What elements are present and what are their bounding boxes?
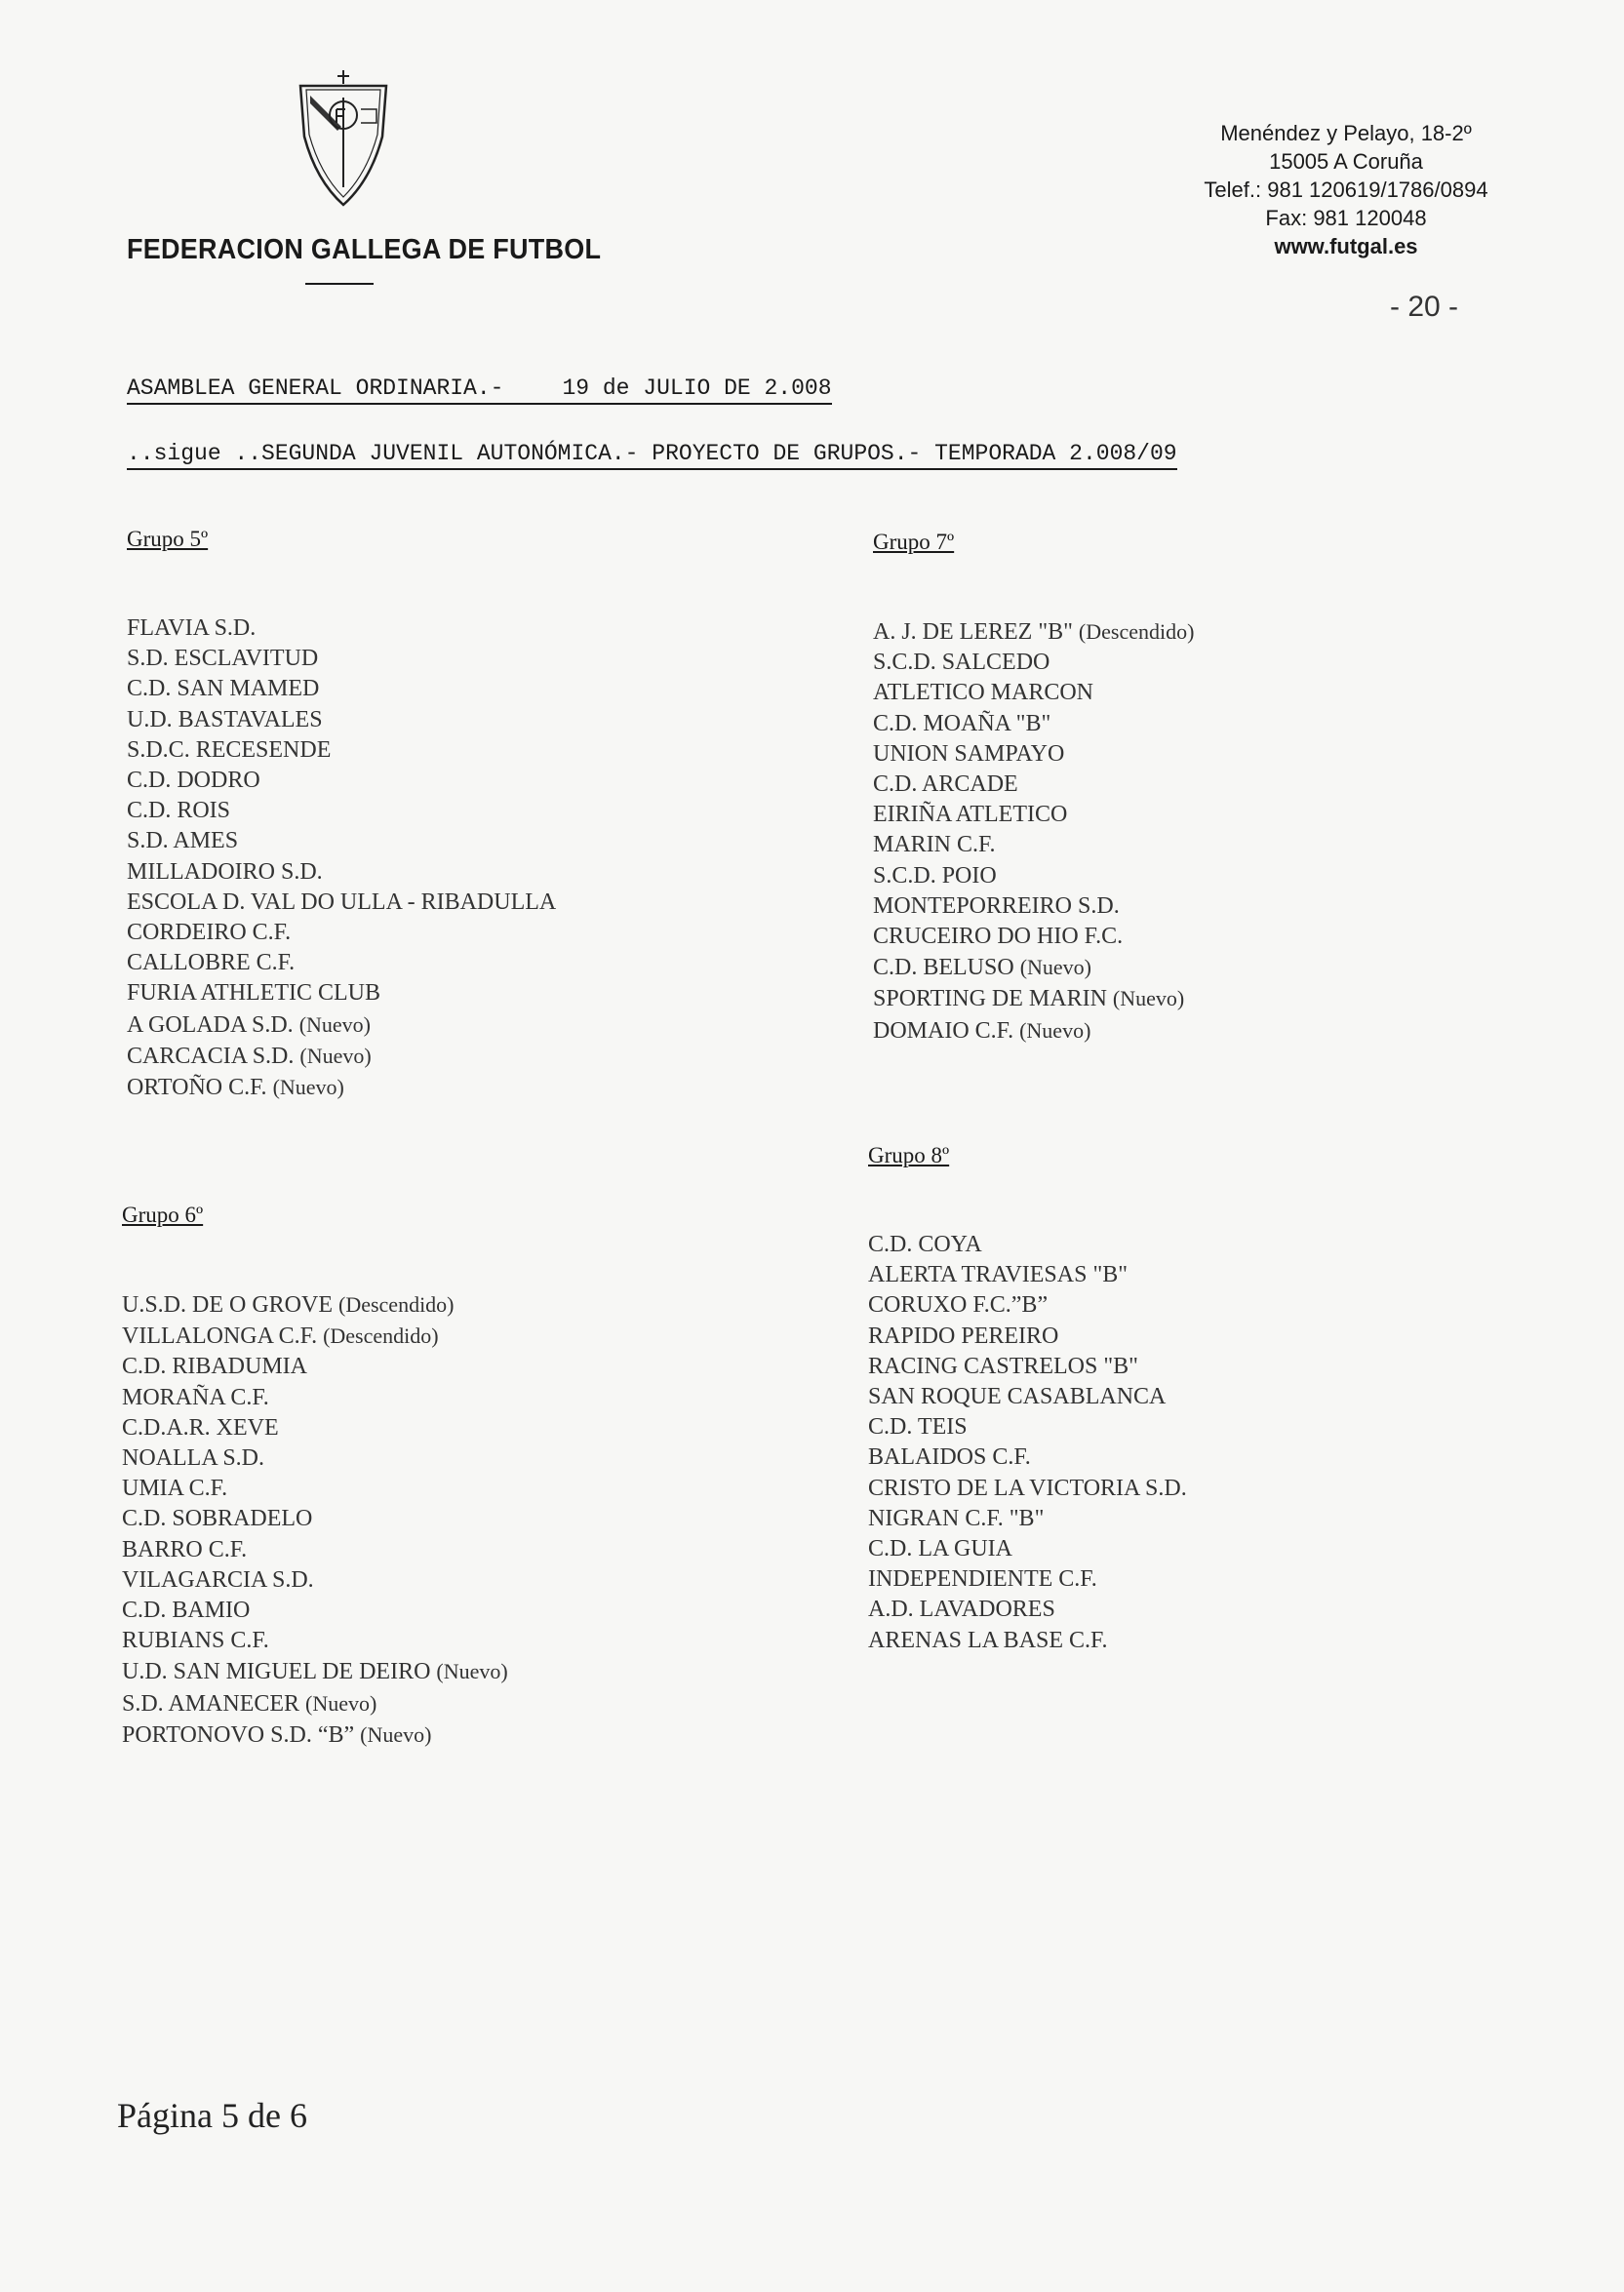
team-item	[868, 1534, 1187, 1564]
group-title: Grupo 5º	[127, 527, 209, 551]
team-item	[122, 1289, 508, 1321]
team-item	[873, 1015, 1194, 1047]
group-8	[868, 1143, 1187, 1656]
team-item	[127, 978, 556, 1008]
address-line: 15005 A Coruña	[1269, 149, 1423, 174]
team-name: CORUXO F.C.”B”	[868, 1292, 1049, 1319]
team-list	[122, 1289, 508, 1751]
team-name: RAPIDO PEREIRO	[868, 1323, 1059, 1349]
team-item	[873, 830, 1194, 860]
team-item	[122, 1474, 508, 1504]
team-name: NOALLA S.D.	[122, 1445, 265, 1472]
group-title: Grupo 8º	[868, 1143, 950, 1167]
team-name: CRUCEIRO DO HIO F.C.	[873, 924, 1124, 950]
team-name: C.D. LA GUIA	[868, 1536, 1012, 1562]
team-item	[127, 1041, 556, 1072]
team-item	[868, 1564, 1187, 1595]
team-name: MARIN C.F.	[873, 832, 996, 858]
team-item	[868, 1290, 1187, 1321]
team-item	[873, 800, 1194, 830]
team-status-note: (Descendido)	[1078, 619, 1195, 644]
team-name: MORAÑA C.F.	[122, 1384, 269, 1410]
team-item	[873, 616, 1194, 648]
team-name: UMIA C.F.	[122, 1476, 228, 1502]
team-name: S.C.D. POIO	[873, 862, 997, 889]
team-name: BARRO C.F.	[122, 1536, 248, 1562]
org-name-underline	[305, 283, 374, 285]
assembly-heading	[127, 375, 832, 405]
team-name: S.D. AMANECER	[122, 1690, 300, 1717]
team-item	[868, 1412, 1187, 1442]
team-item	[122, 1535, 508, 1565]
team-name: ESCOLA D. VAL DO ULLA - RIBADULLA	[127, 889, 557, 915]
group-6	[122, 1203, 508, 1751]
team-name: NIGRAN C.F. "B"	[868, 1505, 1045, 1531]
team-name: U.S.D. DE O GROVE	[122, 1292, 333, 1318]
team-item	[873, 709, 1194, 739]
team-item	[127, 918, 556, 948]
document-subtitle: ..sigue ..SEGUNDA JUVENIL AUTONÓMICA.- PROYECTO DE GRUPOS.- TEMPORADA 2.008/09	[127, 441, 1177, 470]
team-item	[122, 1413, 508, 1443]
team-item	[873, 952, 1194, 983]
team-name: C.D. MOAÑA "B"	[873, 710, 1051, 736]
team-name: C.D. RIBADUMIA	[122, 1354, 308, 1380]
team-name: CALLOBRE C.F.	[127, 950, 296, 976]
team-name: MONTEPORREIRO S.D.	[873, 892, 1120, 919]
group-title: Grupo 7º	[873, 530, 955, 554]
team-status-note: (Nuevo)	[1019, 1017, 1091, 1043]
team-name: PORTONOVO S.D. “B”	[122, 1721, 355, 1748]
team-status-note: (Nuevo)	[299, 1043, 372, 1068]
team-name: VILLALONGA C.F.	[122, 1324, 318, 1350]
team-name: ALERTA TRAVIESAS "B"	[868, 1262, 1129, 1288]
team-name: C.D. TEIS	[868, 1414, 968, 1441]
team-name: CARCACIA S.D.	[127, 1043, 295, 1069]
team-item	[127, 735, 556, 766]
team-item	[873, 739, 1194, 770]
team-name: UNION SAMPAYO	[873, 740, 1065, 767]
team-item	[122, 1596, 508, 1626]
team-name: C.D. DODRO	[127, 768, 260, 794]
team-item	[127, 796, 556, 826]
team-list	[868, 1230, 1187, 1656]
team-name: FLAVIA S.D.	[127, 615, 257, 641]
team-status-note: (Nuevo)	[436, 1659, 508, 1684]
federation-crest-logo	[293, 68, 395, 210]
team-item	[127, 705, 556, 735]
team-item	[122, 1383, 508, 1413]
team-name: C.D. BAMIO	[122, 1598, 251, 1624]
group-title: Grupo 6º	[122, 1203, 204, 1227]
team-name: C.D. SOBRADELO	[122, 1506, 313, 1532]
team-name: ORTOÑO C.F.	[127, 1075, 267, 1101]
team-name: C.D. ARCADE	[873, 771, 1018, 798]
team-name: SPORTING DE MARIN	[873, 986, 1107, 1012]
team-name: SAN ROQUE CASABLANCA	[868, 1384, 1167, 1410]
team-name: RUBIANS C.F.	[122, 1628, 269, 1654]
team-item	[127, 1009, 556, 1041]
team-name: C.D. ROIS	[127, 798, 231, 824]
team-name: C.D. BELUSO	[873, 955, 1014, 981]
team-item	[122, 1504, 508, 1534]
team-item	[868, 1230, 1187, 1260]
group-7	[873, 530, 1194, 1047]
team-status-note: (Descendido)	[338, 1292, 455, 1317]
team-status-note: (Nuevo)	[305, 1690, 377, 1716]
team-name: CORDEIRO C.F.	[127, 920, 292, 946]
assembly-title: ASAMBLEA GENERAL ORDINARIA.-	[127, 375, 504, 401]
team-name: FURIA ATHLETIC CLUB	[127, 980, 381, 1007]
team-status-note: (Nuevo)	[1019, 955, 1091, 980]
team-name: BALAIDOS C.F.	[868, 1444, 1031, 1471]
team-item	[127, 888, 556, 918]
team-name: ARENAS LA BASE C.F.	[868, 1627, 1108, 1653]
team-item	[868, 1260, 1187, 1290]
team-item	[122, 1443, 508, 1474]
website-link[interactable]: www.futgal.es	[1274, 234, 1418, 258]
team-item	[873, 861, 1194, 891]
address-block	[1156, 119, 1536, 260]
team-name: A.D. LAVADORES	[868, 1597, 1055, 1623]
page-footer: Página 5 de 6	[117, 2096, 307, 2135]
address-line: Fax: 981 120048	[1265, 206, 1427, 230]
team-list	[127, 613, 556, 1103]
team-item	[127, 644, 556, 674]
team-name: RACING CASTRELOS "B"	[868, 1353, 1138, 1379]
team-item	[127, 948, 556, 978]
team-item	[868, 1626, 1187, 1656]
team-item	[868, 1352, 1187, 1382]
team-name: C.D. SAN MAMED	[127, 676, 320, 702]
team-name: A. J. DE LEREZ "B"	[873, 619, 1073, 645]
team-status-note: (Nuevo)	[272, 1075, 344, 1100]
team-item	[868, 1595, 1187, 1625]
team-status-note: (Nuevo)	[360, 1721, 432, 1747]
team-item	[122, 1656, 508, 1687]
team-list	[873, 616, 1194, 1047]
team-item	[127, 857, 556, 888]
page-number: - 20 -	[1390, 291, 1459, 323]
team-item	[122, 1352, 508, 1382]
team-status-note: (Descendido)	[323, 1324, 439, 1349]
team-name: S.C.D. SALCEDO	[873, 650, 1050, 676]
team-name: S.D. ESCLAVITUD	[127, 646, 319, 672]
team-name: INDEPENDIENTE C.F.	[868, 1566, 1097, 1593]
team-item	[873, 983, 1194, 1014]
team-name: C.D. COYA	[868, 1232, 982, 1257]
team-item	[868, 1442, 1187, 1473]
team-name: S.D.C. RECESENDE	[127, 736, 332, 763]
team-item	[873, 648, 1194, 678]
team-name: CRISTO DE LA VICTORIA S.D.	[868, 1475, 1187, 1501]
group-5	[127, 527, 556, 1103]
team-item	[868, 1322, 1187, 1352]
address-line: Telef.: 981 120619/1786/0894	[1204, 178, 1488, 202]
team-item	[122, 1565, 508, 1596]
team-item	[122, 1719, 508, 1751]
address-line: Menéndez y Pelayo, 18-2º	[1220, 121, 1472, 145]
team-item	[127, 613, 556, 644]
team-item	[873, 678, 1194, 708]
team-item	[873, 891, 1194, 922]
team-item	[868, 1504, 1187, 1534]
team-item	[873, 770, 1194, 800]
org-name: FEDERACION GALLEGA DE FUTBOL	[127, 234, 602, 265]
team-name: A GOLADA S.D.	[127, 1011, 294, 1038]
team-item	[127, 674, 556, 704]
team-item	[127, 1072, 556, 1103]
team-status-note: (Nuevo)	[298, 1011, 371, 1037]
assembly-date: 19 de JULIO DE 2.008	[562, 375, 832, 401]
team-item	[127, 766, 556, 796]
team-name: VILAGARCIA S.D.	[122, 1566, 314, 1593]
team-name: DOMAIO C.F.	[873, 1017, 1014, 1044]
team-name: EIRIÑA ATLETICO	[873, 802, 1068, 828]
team-name: S.D. AMES	[127, 828, 239, 854]
team-item	[873, 922, 1194, 952]
team-name: MILLADOIRO S.D.	[127, 858, 323, 885]
team-item	[127, 826, 556, 856]
team-name: C.D.A.R. XEVE	[122, 1414, 279, 1441]
team-item	[868, 1474, 1187, 1504]
team-name: ATLETICO MARCON	[873, 680, 1093, 706]
team-status-note: (Nuevo)	[1112, 986, 1185, 1011]
team-item	[868, 1382, 1187, 1412]
team-name: U.D. SAN MIGUEL DE DEIRO	[122, 1659, 431, 1685]
team-item	[122, 1321, 508, 1352]
team-item	[122, 1688, 508, 1719]
team-name: U.D. BASTAVALES	[127, 706, 323, 732]
team-item	[122, 1626, 508, 1656]
